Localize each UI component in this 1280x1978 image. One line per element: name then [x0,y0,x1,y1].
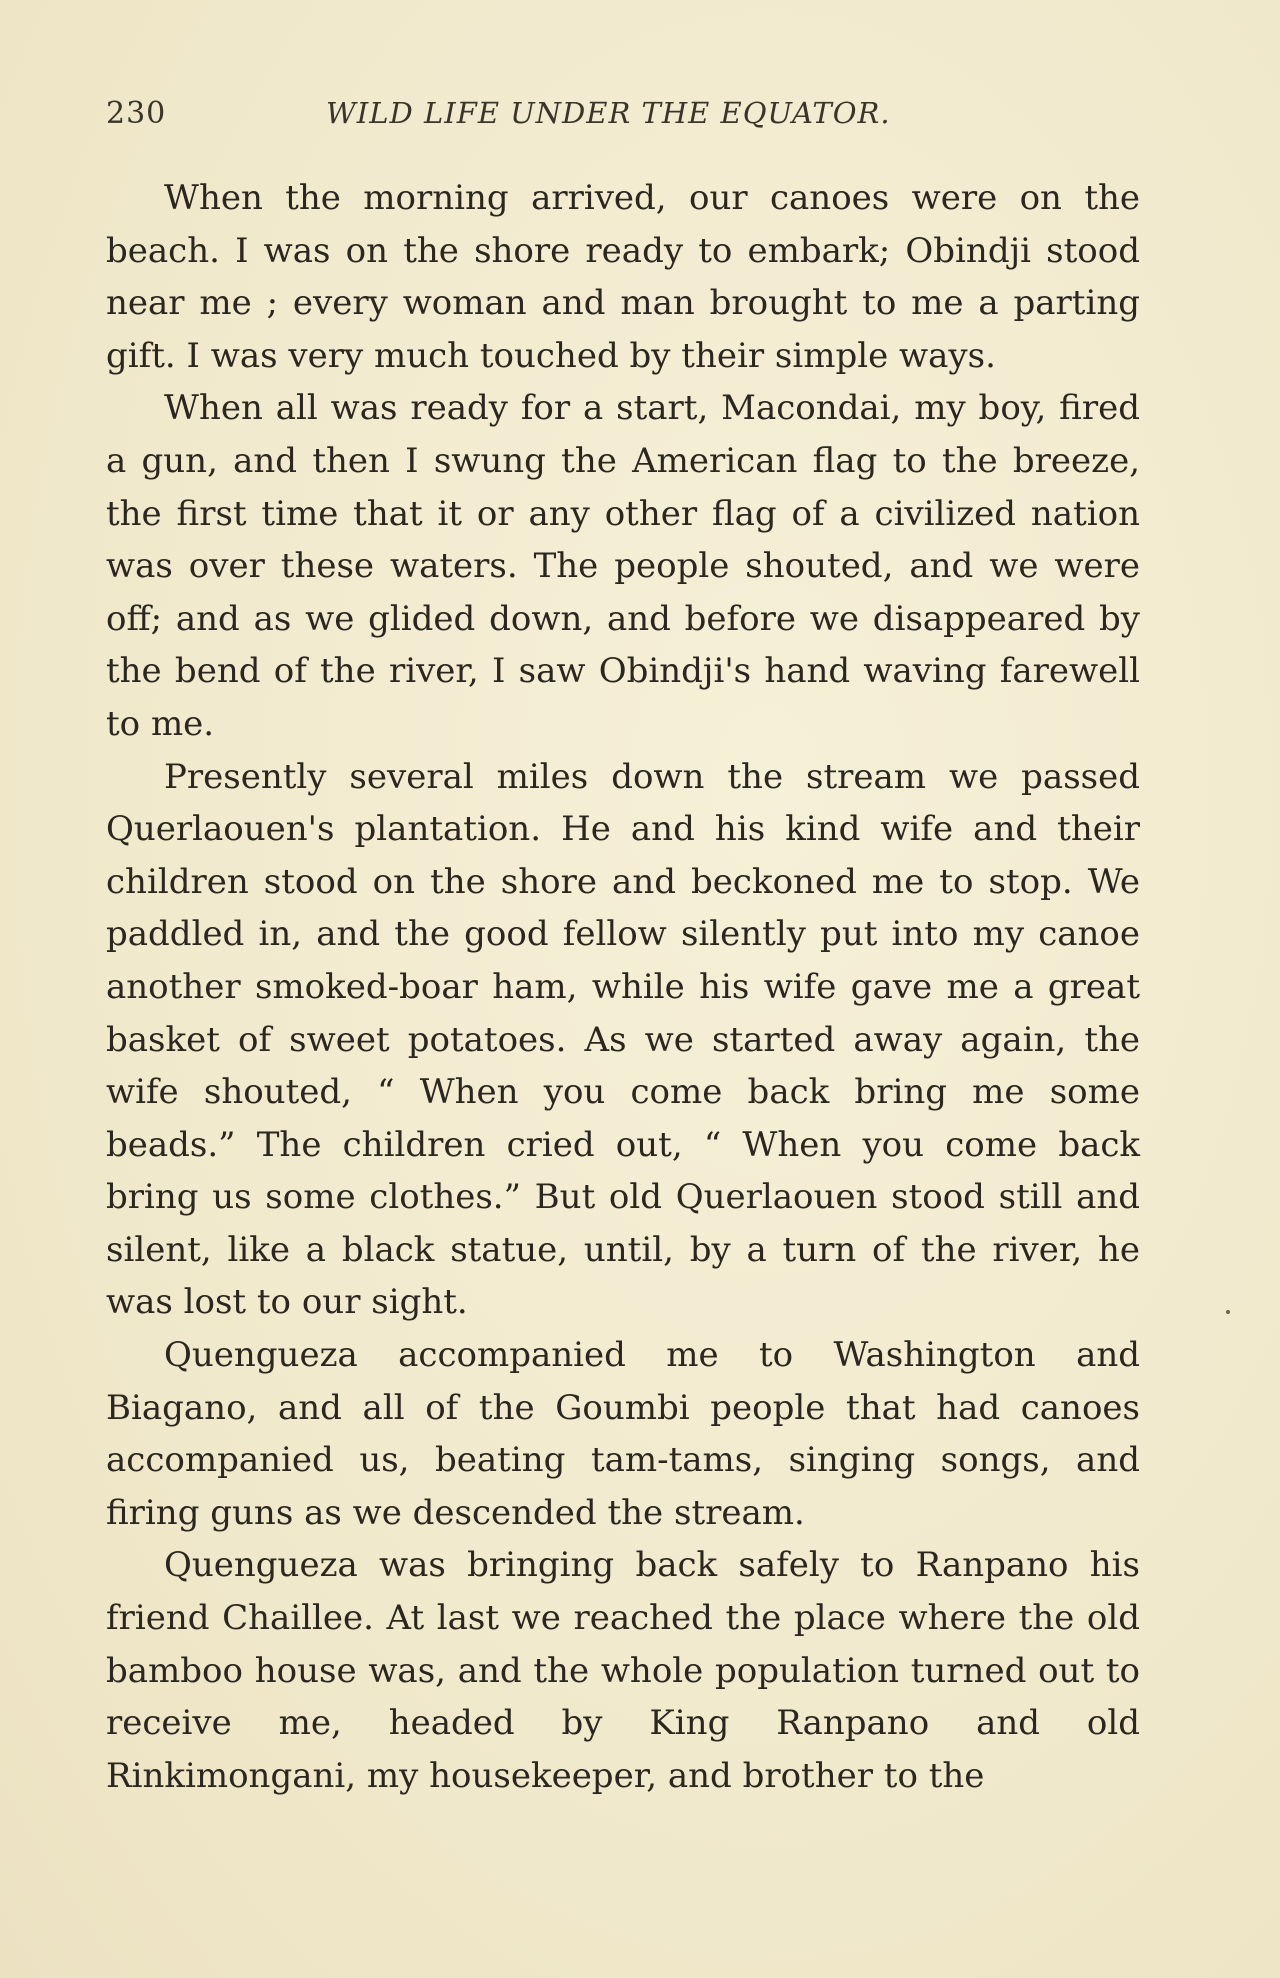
page-header [106,96,1146,142]
paragraph: Quengueza was bringing back safely to Ranpano his friend Chaillee. At last we reached the place where the old bamboo house was, and the whole population turned out to receive me, headed by King Ranpano and old Rinkimongani, my housekeeper, and brother to the [106,1545,1140,1796]
running-title: WILD LIFE UNDER THE EQUATOR. [326,96,891,130]
page-number: 230 [106,96,167,131]
paragraph: When the morning arrived, our canoes were on the beach. I was on the shore ready to embark; Obindji stood near me ; every woman and man brought to me a parting gift. I was very much touched by their simple ways. [106,178,1140,376]
body-text [106,172,1140,1802]
paragraph: Quengueza accompanied me to Washington and Biagano, and all of the Goumbi people that had canoes accompanied us, beating tam-tams, singing songs, and firing guns as we descended the stream. [106,1335,1140,1533]
paragraph: Presently several miles down the stream we passed Querlaouen's plantation. He and his kind wife and their children stood on the shore and beckoned me to stop. We paddled in, and the good fellow silently put into my canoe another smoked-boar ham, while his wife gave me a great basket of sweet potatoes. As we started away again, the wife shouted, “ When you come back bring me some beads.” The children cried out, “ When you come back bring us some clothes.” But old Querlaouen stood still and silent, like a black statue, until, by a turn of the river, he was lost to our sight. [106,756,1140,1323]
paragraph: When all was ready for a start, Macondai, my boy, fired a gun, and then I swung the American flag to the breeze, the first time that it or any other flag of a civilized nation was over these waters. The people shouted, and we were off; and as we glided down, and before we disappeared by the bend of the river, I saw Obindji's hand waving farewell to me. [106,388,1140,744]
paper-speck [1226,1310,1230,1314]
